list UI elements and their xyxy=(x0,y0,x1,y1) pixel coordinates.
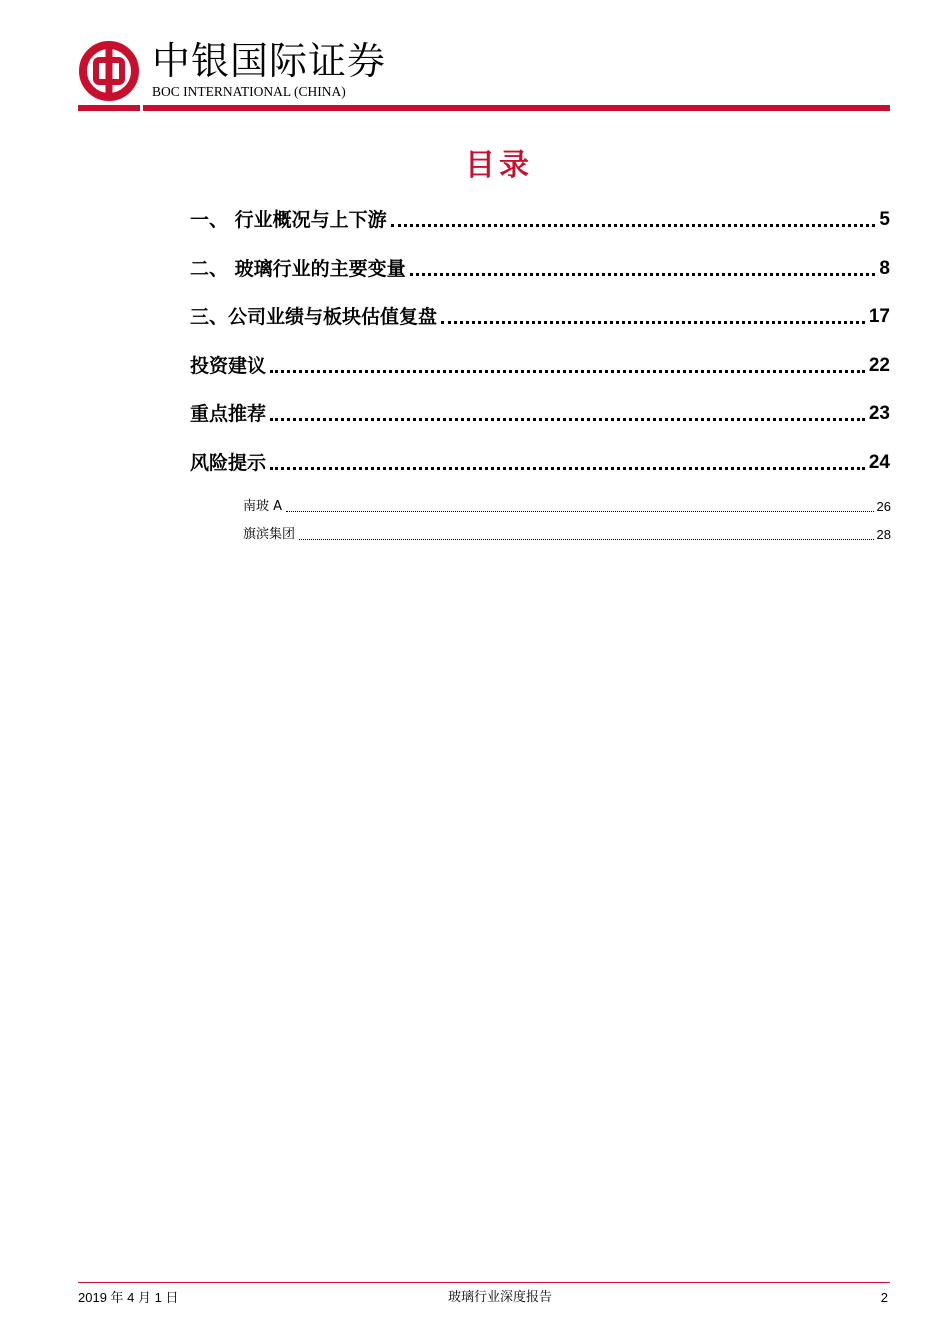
toc-subitem-title: 旗滨集团 xyxy=(243,527,296,542)
logo-english-text: BOC INTERNATIONAL (CHINA) xyxy=(152,84,346,99)
toc-item[interactable] xyxy=(190,305,890,329)
toc-item-page: 5 xyxy=(879,209,890,230)
footer-date: 2019 年 4 月 1 日 xyxy=(78,1290,179,1305)
toc-item[interactable] xyxy=(190,354,890,378)
toc-item[interactable] xyxy=(190,451,890,475)
page-header xyxy=(0,0,950,115)
footer-divider xyxy=(78,1282,890,1283)
toc-item[interactable] xyxy=(190,257,890,281)
toc-title: 目录 xyxy=(465,148,533,183)
toc-leader-dots xyxy=(270,417,865,421)
toc-subitem-title: 南玻 A xyxy=(243,499,283,514)
toc-item-page: 8 xyxy=(879,258,890,279)
toc-leader-dots xyxy=(410,272,876,276)
toc-leader-dots xyxy=(270,466,865,470)
toc-subitem[interactable] xyxy=(243,499,891,515)
toc-item-title: 风险提示 xyxy=(190,452,267,474)
toc-item-page: 24 xyxy=(868,452,890,473)
header-divider-gap xyxy=(140,105,143,111)
header-divider xyxy=(78,105,890,111)
toc-subitem-page: 28 xyxy=(876,527,891,542)
toc-item-title: 重点推荐 xyxy=(190,403,267,425)
toc-item-title: 投资建议 xyxy=(190,355,267,377)
toc-leader-dots xyxy=(391,223,876,227)
footer-report-name: 玻璃行业深度报告 xyxy=(447,1290,552,1305)
logo-chinese-text: 中银国际证券 xyxy=(152,39,387,83)
toc-leader-dots xyxy=(441,320,865,324)
toc-item-title: 三、公司业绩与板块估值复盘 xyxy=(190,306,438,328)
toc-item-title: 二、 玻璃行业的主要变量 xyxy=(190,258,406,280)
footer-page-number: 2 xyxy=(880,1290,888,1305)
toc-item[interactable] xyxy=(190,402,890,426)
toc-leader-dots xyxy=(286,510,874,512)
toc-leader-dots xyxy=(299,538,874,540)
toc-subitem[interactable] xyxy=(243,527,891,543)
toc-item-page: 17 xyxy=(868,306,890,327)
toc-leader-dots xyxy=(270,369,865,373)
toc-item-page: 23 xyxy=(868,403,890,424)
toc-item[interactable] xyxy=(190,208,890,232)
toc-subitem-page: 26 xyxy=(876,499,891,514)
toc-item-page: 22 xyxy=(868,355,890,376)
toc-item-title: 一、 行业概况与上下游 xyxy=(190,209,387,231)
